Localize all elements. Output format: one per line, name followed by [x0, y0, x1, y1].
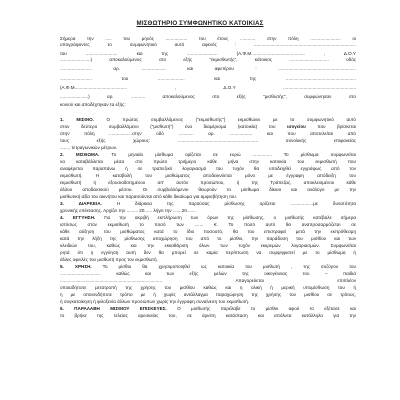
section-4-line — [60, 215, 356, 220]
doc-line: άλλου αποδεικτικού μέσου. Οι συμβαλλόμενοι θεωρούν το μίσθωμα δίκαιο και ανάλογο με την — [60, 187, 356, 192]
section-1-heading: 1. ΜΙΣΘΙΟ. — [60, 117, 94, 122]
section-2-line — [60, 152, 356, 157]
doc-line: να καταβάλλεται μέσα στο πρώτο τριήμερο κάθε μήνα στην κατοικία του εκμισθωτή που — [60, 159, 356, 164]
section-5-heading: 5. ΧΡΗΣΗ. — [60, 264, 92, 269]
doc-text: Για την ακριβή εκπλήρωση των όρων της μίσθωσης, ο μισθωτής κατέβαλε σήμερα — [104, 215, 356, 220]
doc-line: το βρήκε της τελείας αρεσκείας του, σε άριστη κατάσταση και απόλυτα κατάλληλο για την — [60, 313, 356, 318]
floor-keyword: ισογείου — [287, 124, 306, 129]
doc-text: Το μίσθιο θα χρησιμοποιηθεί ως κατοικία του μισθωτή , της συζύγου του — [102, 264, 356, 269]
section-4-heading: 4. ΕΓΓΥΗΣΗ. — [60, 215, 96, 220]
doc-line: (Α.Φ.Μ......................................... , Δ.Ο.Υ ......................................................... — [60, 85, 356, 90]
section-2-heading: 2. ΜΙΣΘΩΜΑ. — [60, 152, 100, 157]
doc-text: που βρίσκεται — [317, 124, 356, 129]
section-1-line — [60, 117, 356, 122]
doc-line: μισθωτική αξία του ακινήτου και παραιτούνται από κάθε δικαίωμα για αμφισβήτηση του. — [60, 194, 238, 199]
doc-line: εκμισθωτή. Η καταβολή του μισθώματος αποδεικνύεται μόνο με έγγραφη απόδειξη του — [60, 173, 356, 178]
section-6-line — [60, 306, 356, 311]
doc-text: στον δεύτερο συμβαλλόμενο ("μισθωτή") ένα διαμέρισμα (κατοικία) του — [60, 124, 276, 129]
section-6-heading: 6. ΠΑΡΑΛΑΒΗ ΜΙΣΘΙΟΥ ΕΠΙΣΚΕΥΕΣ. — [60, 306, 167, 311]
doc-line: Σήμερα την ..... του μηνός ................. του έτους ............ στην πόλη ........................ οι — [60, 36, 356, 41]
doc-text: Ο πρώτος συμβαλλόμενος ("εκμισθωτής") εκμισθώνει με το συμφωνητικό αυτό — [106, 117, 356, 122]
document-title: ΜΙΣΘΩΤΗΡΙΟ ΣΥΜΦΩΝΗΤΙΚΟ ΚΑΤΟΙΚΙΑΣ — [136, 20, 264, 27]
doc-line: ........................) αποκαλούμενος στο εξής "εκμισθωτής", κάτοικος ............................... οδός — [60, 57, 356, 62]
doc-line: ......................... αρ. ................... και αφετέρου : ............................................................. — [60, 66, 356, 71]
doc-line: του ......................... και της ........................ (Α.Φ.Μ.......................................... , Δ.Ο.Υ — [60, 51, 356, 56]
doc-line: ................................................................................ Απαγορεύεται επιπλέον — [60, 278, 356, 283]
doc-line: χρονικής επέκτασης. Αρχίζει την ......... 20...... λήγει την .......20....... — [60, 208, 196, 213]
doc-line — [60, 124, 356, 129]
doc-line: ιστόσως στον εκμισθωτή το ποσό των ....... €. Το ποσό αυτό θα αναπροσαρμόζεται σε — [60, 222, 356, 227]
doc-text: Ο μισθωτής παρέλαβε το μίσθιο αφού το εξέτασε και — [177, 306, 356, 311]
doc-line: ......................) αρ. ........... αποκαλούμενος στο εξής "μισθωτής", συμφώνησαν στο — [60, 94, 356, 99]
doc-line: κοινού και αποδέχτηκαν τα εξής: — [60, 102, 126, 107]
doc-line: ................................ καθώς και των εξής μελών της οικογένειας του – παιδιά — [60, 271, 356, 276]
doc-line: ........ τετραγωνικών μέτρων. — [60, 145, 118, 150]
section-3-heading: 3. ΔΙΑΡΚΕΙΑ. — [60, 201, 102, 206]
doc-line: οποιαδήποτε μετατροπή της χρήσης του μισθίου καθώς και η ολική ή μερική υπομίσθωση του ή — [60, 285, 356, 290]
doc-line: υπογράφοντες το συμφωνητικό αυτό αφενός : ................................................................................ — [60, 42, 356, 47]
doc-line: εκμισθωτή ή εξουσιοδοτημένου απ' αυτόν προσώπου, ή της Τράπεζας, αποκλειομένου κάθε — [60, 180, 356, 185]
doc-line: ρητά ότι η εγγύηση αυτή δεν θα μπορεί σε καμία περίπτωση να συμψηφιστεί με το μίσθωμα ή — [60, 250, 356, 255]
doc-line: ......................... του ..................... και της ....................................................... — [60, 76, 356, 81]
section-5-line — [60, 264, 356, 269]
section-3-line — [60, 201, 356, 206]
doc-line: αναφέρεται παραπάνω ή σε τραπεζικό λογαριασμό του τυχόν θα υποδειχθεί εγγράφως από τον — [60, 166, 356, 171]
doc-line: τους εξής χώρους: ............................................................... συνολικής επιφανείας — [60, 138, 356, 143]
doc-line: άλλες οφειλές του μισθωτή προς τον εκμισθωτή. — [60, 257, 158, 262]
doc-line: ή συγκατοίκηση ή φιλοξενία άλλων προσώπων χωρίς την έγγραφη συναίνεση του εκμισθωτή. — [60, 299, 250, 304]
doc-text: Η διάρκεια της παρούσας μίσθωσης ορίζεται ..................με δυνατότητα — [116, 201, 356, 206]
doc-text: Το μηνιαίο μίσθωμα ορίζεται σε ευρώ ............... Το μίσθωμα συμφωνείται — [111, 152, 356, 157]
doc-line: στην πόλη ..................στην οδό ............ αρ. .................. και που αποτελείται από — [60, 131, 356, 136]
doc-line: κάθε αύξηση του μισθώματος κατά το ίδιο ποσοστό, θα του επιστραφεί μετά την εκπρόθεσμη — [60, 229, 356, 234]
doc-line: η με οποιονδήποτε τρόπο με ή χωρίς αντάλλαγμα παραχώρηση της χρήσης του μισθίου σε τρίτους, — [60, 292, 356, 297]
doc-line: κλειδιών του, καθώς και την εκκαθάριση όλων των τυχόν εκκρεμών λογαριασμών. Συμφωνείται — [60, 243, 356, 248]
doc-line: κατά την λήξη της μίσθωσης αποχώρηση του από το μίσθιο, την παράδοση του μισθίου και των — [60, 236, 356, 241]
